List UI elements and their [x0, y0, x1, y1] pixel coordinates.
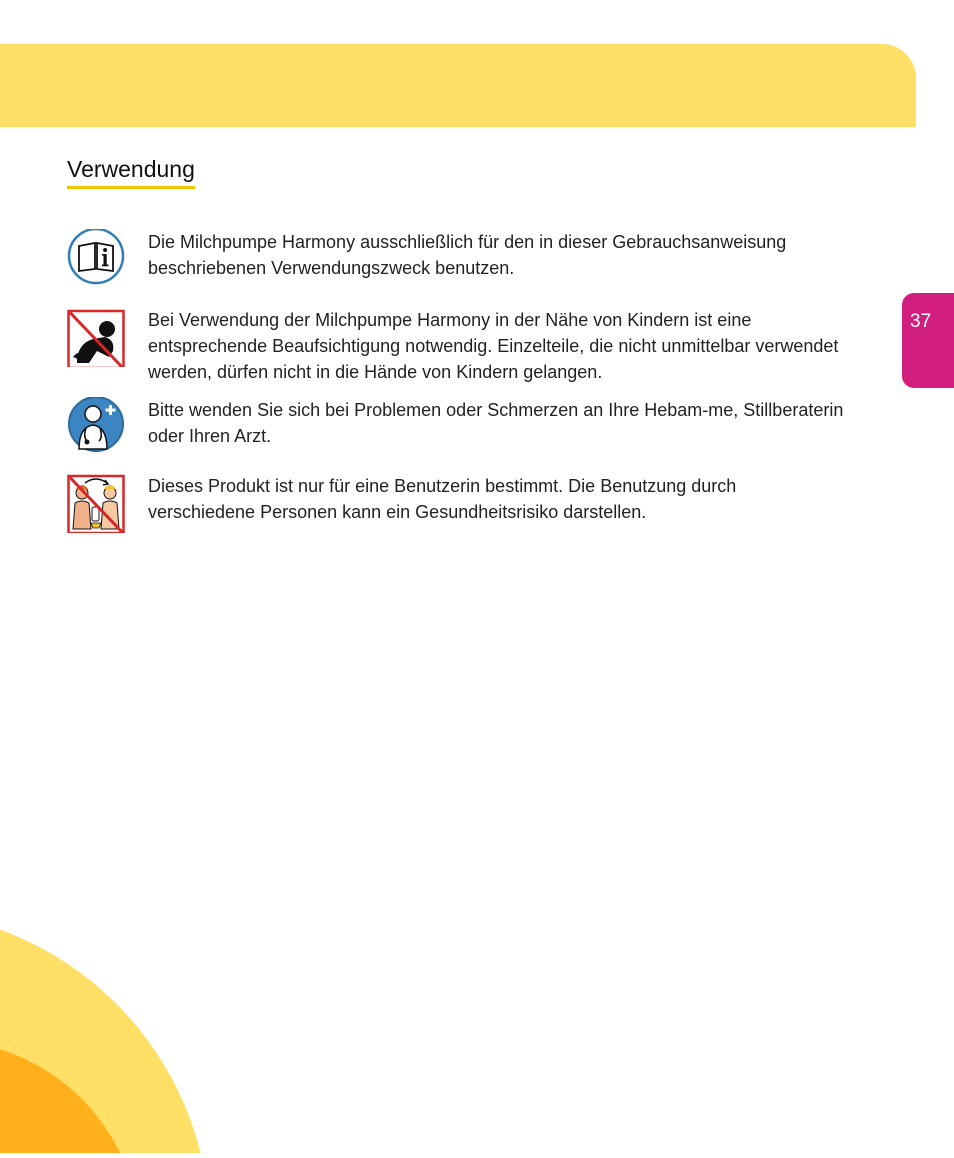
header-band: [0, 44, 916, 127]
usage-text: Bei Verwendung der Milchpumpe Harmony in der Nähe von Kindern ist eine entsprechende Beaufsichtigung notwendig. Einzelteile, die nicht unmittelbar verwendet werden, dürfen nicht in die Hände von Kindern gelangen.: [148, 310, 839, 382]
no-children-icon: [67, 307, 125, 367]
manual-info-icon: [67, 229, 125, 289]
doctor-icon: [67, 397, 125, 457]
section-heading: Verwendung: [67, 156, 195, 189]
usage-text: Die Milchpumpe Harmony ausschließlich für den in dieser Gebrauchsanweisung beschriebenen Verwendungszweck benutzen.: [148, 232, 787, 278]
decorative-sun-corner: [0, 900, 230, 1153]
page-number-tab: [902, 293, 954, 388]
single-user-icon: [67, 473, 125, 533]
usage-text: Dieses Produkt ist nur für eine Benutzerin bestimmt. Die Benutzung durch verschiedene Personen kann ein Gesundheitsrisiko darstellen.: [148, 476, 737, 522]
page-number: 37: [910, 311, 932, 332]
usage-text: Bitte wenden Sie sich bei Problemen oder Schmerzen an Ihre Hebam-me, Stillberaterin oder Ihren Arzt.: [148, 400, 844, 446]
